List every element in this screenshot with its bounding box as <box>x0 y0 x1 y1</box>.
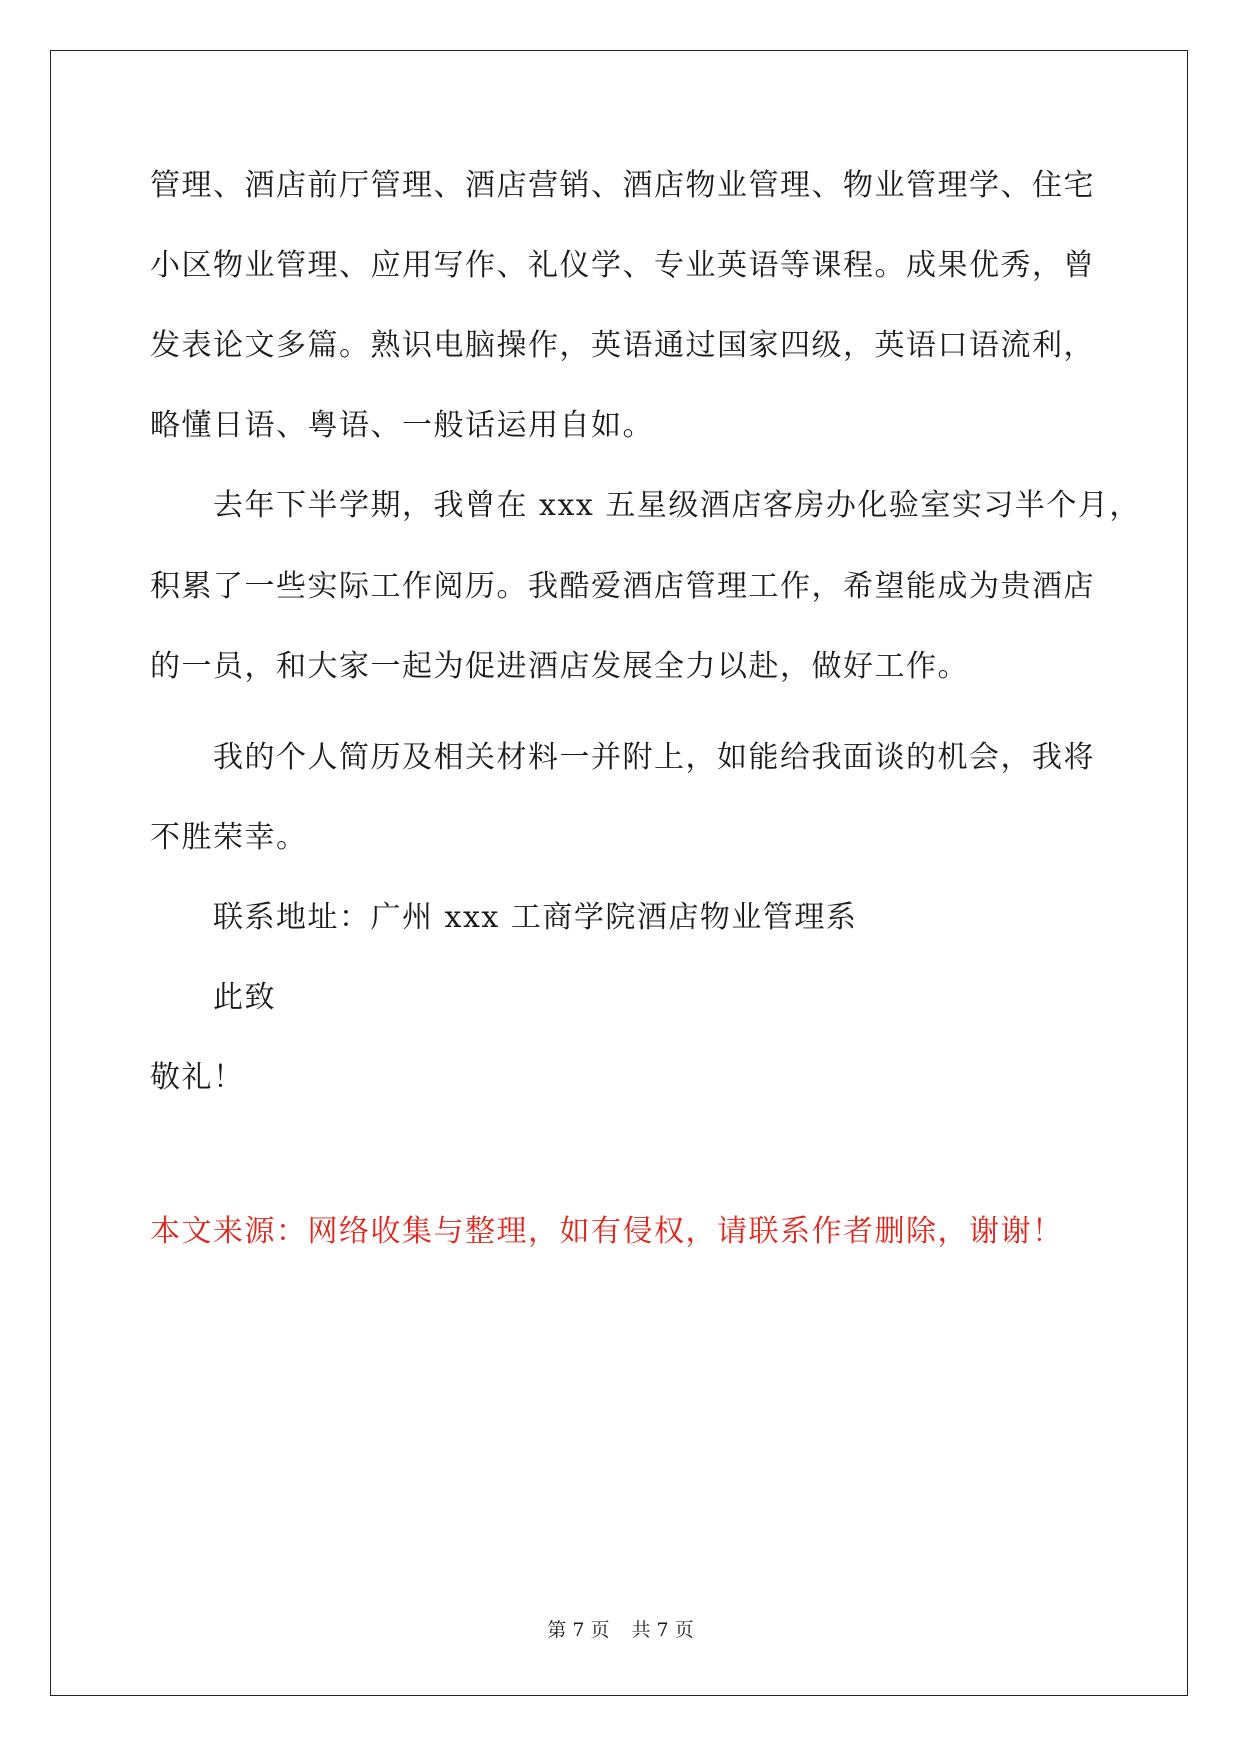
page-number: 第 7 页 <box>547 1619 610 1641</box>
closing-salutation: 此致 <box>213 980 276 1015</box>
page-total: 共 7 页 <box>631 1619 694 1641</box>
page-frame <box>50 50 1188 1696</box>
paragraph-line: 管理、酒店前厅管理、酒店营销、酒店物业管理、物业管理学、住宅 <box>150 168 1095 203</box>
paragraph-line: 发表论文多篇。熟识电脑操作，英语通过国家四级，英语口语流利， <box>150 328 1095 363</box>
paragraph-line: 去年下半学期，我曾在 xxx 五星级酒店客房办化验室实习半个月， <box>213 488 1141 523</box>
contact-address: 联系地址：广州 xxx 工商学院酒店物业管理系 <box>213 900 858 935</box>
paragraph-line: 积累了一些实际工作阅历。我酷爱酒店管理工作，希望能成为贵酒店 <box>150 569 1095 604</box>
page-footer <box>0 1618 1241 1642</box>
paragraph-line: 小区物业管理、应用写作、礼仪学、专业英语等课程。成果优秀，曾 <box>150 248 1095 283</box>
paragraph-line: 的一员，和大家一起为促进酒店发展全力以赴，做好工作。 <box>150 649 969 684</box>
paragraph-line: 略懂日语、粤语、一般话运用自如。 <box>150 408 654 443</box>
paragraph-line: 我的个人简历及相关材料一并附上，如能给我面谈的机会，我将 <box>213 740 1095 775</box>
closing-regards: 敬礼！ <box>150 1060 245 1095</box>
source-note: 本文来源：网络收集与整理，如有侵权，请联系作者删除，谢谢！ <box>150 1214 1064 1249</box>
paragraph-line: 不胜荣幸。 <box>150 820 308 855</box>
